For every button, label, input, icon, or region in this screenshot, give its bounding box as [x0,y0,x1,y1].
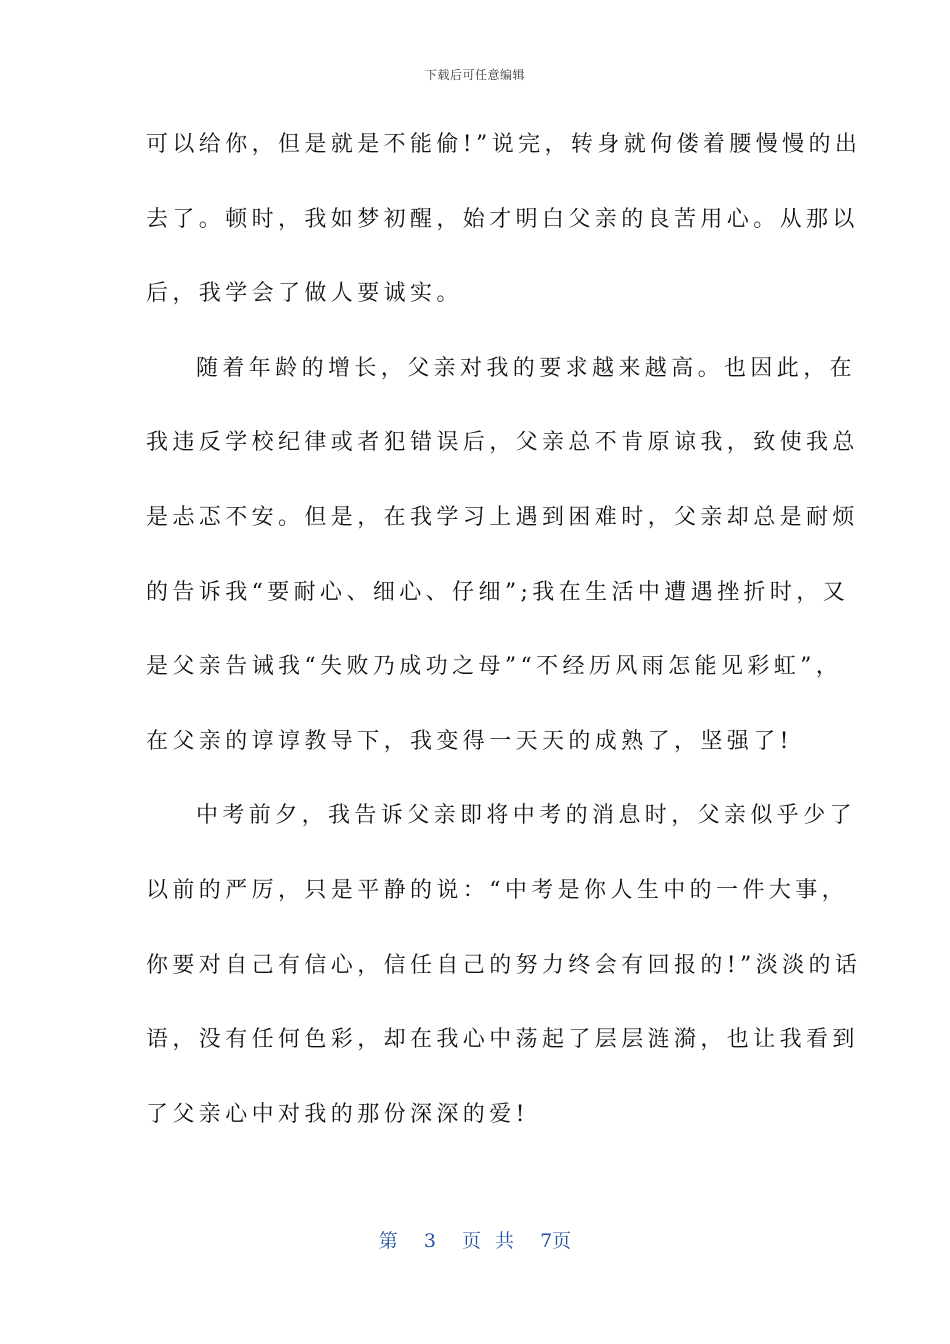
paragraph-start-line: 中考前夕，我告诉父亲即将中考的消息时，父亲似乎少了 [196,803,857,829]
text-line: 后，我学会了做人要诚实。 [146,281,463,307]
text-line: 我违反学校纪律或者犯错误后，父亲总不肯原谅我，致使我总 [146,430,859,456]
header-note: 下载后可任意编辑 [424,68,525,82]
page-footer [0,1226,950,1253]
text-line: 语，没有任何色彩，却在我心中荡起了层层涟漪，也让我看到 [146,1027,859,1053]
text-line: 了父亲心中对我的那份深深的爱! [146,1101,529,1127]
document-body [146,122,862,1166]
footer-middle: 页 共 [462,1230,515,1252]
text-line: 去了。顿时，我如梦初醒，始才明白父亲的良苦用心。从那以 [146,206,859,232]
text-line: 是父亲告诫我“失败乃成功之母”“不经历风雨怎能见彩虹”， [146,654,843,680]
footer-page-number: 3 [423,1230,436,1252]
text-line: 以前的严厉，只是平静的说：“中考是你人生中的一件大事， [146,877,849,903]
text-line: 可以给你，但是就是不能偷!”说完，转身就佝偻着腰慢慢的出 [146,132,862,157]
footer-total-pages: 7页 [540,1230,572,1252]
footer-prefix: 第 [378,1230,398,1252]
text-line: 你要对自己有信心，信任自己的努力终会有回报的!”淡淡的话 [146,952,862,978]
text-line: 的告诉我“要耐心、细心、仔细”;我在生活中遭遇挫折时，又 [146,579,850,605]
text-line: 是忐忑不安。但是，在我学习上遇到困难时，父亲却总是耐烦 [146,504,859,530]
paragraph-start-line: 随着年龄的增长，父亲对我的要求越来越高。也因此，在 [196,355,857,381]
text-line: 在父亲的谆谆教导下，我变得一天天的成熟了，坚强了! [146,728,793,754]
